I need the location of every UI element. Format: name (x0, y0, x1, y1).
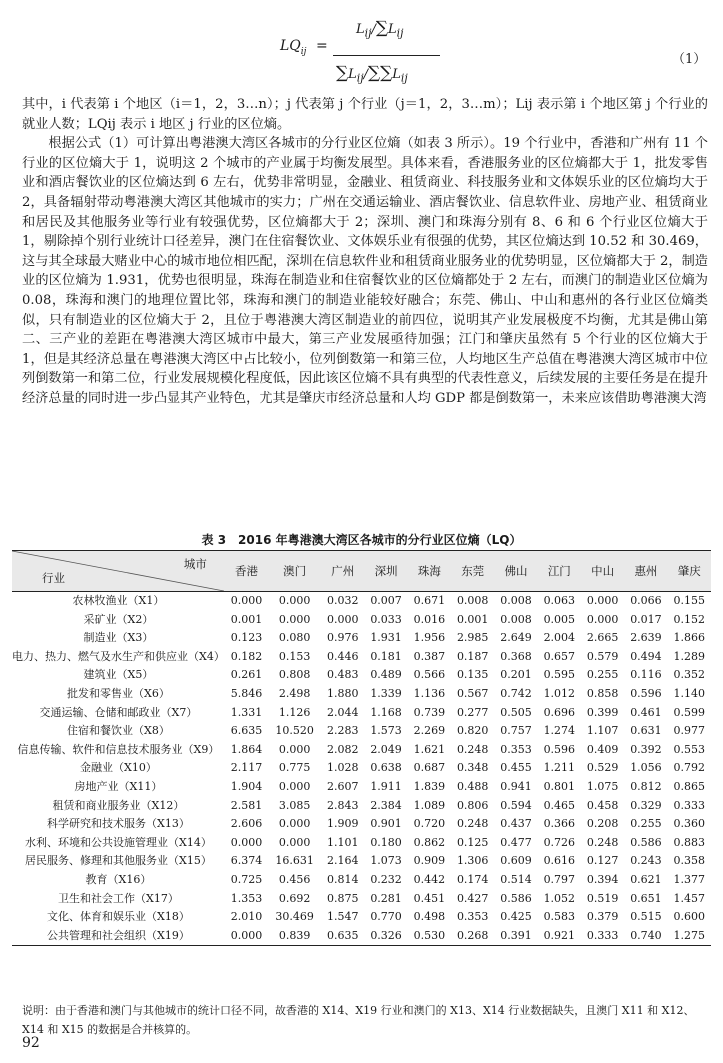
lq-value-cell: 0.000 (278, 779, 311, 793)
lq-value-cell: 1.306 (456, 854, 489, 868)
lq-value-cell: 5.846 (230, 686, 263, 700)
lq-value-cell: 0.739 (413, 705, 446, 719)
lq-value-cell: 1.274 (543, 724, 576, 738)
lq-value-cell: 0.000 (230, 928, 263, 942)
industry-label: 文化、体育和娱乐业（X18） (47, 910, 190, 924)
lq-value-cell: 2.004 (543, 631, 576, 645)
lq-value-cell: 0.123 (230, 631, 263, 645)
lq-value-cell: 0.261 (230, 668, 263, 682)
lq-value-cell: 0.387 (413, 649, 446, 663)
lq-value-cell: 0.456 (278, 872, 311, 886)
lq-value-cell: 0.255 (586, 668, 619, 682)
lq-value-cell: 1.866 (673, 631, 706, 645)
lq-value-cell: 0.181 (370, 649, 402, 663)
table-row (12, 852, 711, 871)
lq-value-cell: 0.498 (413, 910, 446, 924)
lq-value-cell: 0.277 (456, 705, 489, 719)
table-corner-cell (12, 551, 225, 592)
lq-value-cell: 0.465 (543, 798, 576, 812)
lq-value-cell: 0.425 (500, 910, 532, 924)
lq-value-cell: 0.001 (456, 612, 489, 626)
lq-value-cell: 1.126 (278, 705, 311, 719)
lq-value-cell: 0.125 (456, 835, 489, 849)
lq-value-cell: 0.671 (413, 594, 446, 607)
lq-value-cell: 0.379 (586, 910, 619, 924)
lq-value-cell: 0.638 (370, 761, 402, 775)
lq-value-cell: 0.399 (586, 705, 619, 719)
lq-value-cell: 0.909 (413, 854, 446, 868)
lq-value-cell: 0.651 (630, 891, 662, 905)
lq-value-cell: 2.082 (327, 742, 359, 756)
lq-value-cell: 0.635 (327, 928, 359, 942)
industry-label: 电力、热力、燃气及水生产和供应业（X4） (12, 649, 225, 663)
lq-value-cell: 1.140 (673, 686, 706, 700)
lq-value-cell: 0.005 (543, 612, 576, 626)
table-caption: 表 3 2016 年粤港澳大湾区各城市的分行业区位熵（LQ） (201, 533, 522, 547)
lq-value-cell: 0.977 (673, 724, 706, 738)
lq-value-cell: 1.880 (327, 686, 359, 700)
lq-value-cell: 0.000 (230, 594, 263, 607)
lq-value-cell: 0.808 (278, 668, 311, 682)
lq-value-cell: 0.243 (630, 854, 662, 868)
column-header: 香港 (235, 563, 258, 578)
lq-value-cell: 0.865 (673, 779, 706, 793)
lq-value-cell: 0.007 (370, 594, 402, 607)
table-row (12, 778, 711, 797)
lq-value-cell: 0.461 (630, 705, 662, 719)
lq-value-cell: 0.000 (586, 612, 619, 626)
lq-value-cell: 0.368 (500, 649, 532, 663)
lq-value-cell: 3.085 (278, 798, 311, 812)
fraction-bar (333, 55, 440, 56)
lq-value-cell: 0.579 (586, 649, 619, 663)
lq-value-cell: 0.187 (456, 649, 489, 663)
lq-value-cell: 0.437 (500, 817, 532, 831)
lq-value-cell: 0.858 (586, 686, 619, 700)
table-row (12, 685, 711, 704)
lq-value-cell: 0.155 (673, 594, 706, 607)
lq-value-cell: 0.000 (278, 742, 311, 756)
lq-value-cell: 1.331 (230, 705, 263, 719)
lq-value-cell: 0.494 (630, 649, 662, 663)
lq-value-cell: 0.000 (278, 817, 311, 831)
lq-value-cell: 0.333 (673, 798, 706, 812)
lq-value-cell: 0.621 (630, 872, 662, 886)
table-row (12, 722, 711, 741)
lq-value-cell: 2.985 (456, 631, 489, 645)
lq-value-cell: 0.348 (456, 761, 489, 775)
column-header: 深圳 (374, 563, 398, 578)
lq-value-cell: 0.394 (586, 872, 619, 886)
lq-value-cell: 0.519 (586, 891, 619, 905)
lq-value-cell: 0.941 (500, 779, 532, 793)
lq-value-cell: 0.000 (327, 612, 359, 626)
lq-value-cell: 0.000 (278, 594, 311, 607)
lq-value-cell: 0.883 (673, 835, 706, 849)
table-header-row (12, 551, 711, 592)
formula-equals: = (316, 38, 328, 54)
lq-value-cell: 0.583 (543, 910, 576, 924)
lq-value-cell: 2.607 (327, 779, 359, 793)
lq-value-cell: 1.931 (370, 631, 402, 645)
table-row (12, 759, 711, 778)
lq-value-cell: 0.596 (543, 742, 576, 756)
lq-value-cell: 0.001 (230, 612, 263, 626)
table-row (12, 834, 711, 853)
lq-value-cell: 0.008 (456, 594, 489, 607)
column-header: 澳门 (283, 563, 307, 578)
lq-value-cell: 0.000 (230, 835, 263, 849)
column-header: 佛山 (504, 563, 528, 578)
lq-value-cell: 1.864 (230, 742, 263, 756)
lq-table (12, 550, 711, 946)
lq-value-cell: 0.725 (230, 872, 263, 886)
corner-label-city: 城市 (183, 557, 207, 571)
table-row (12, 815, 711, 834)
lq-value-cell: 0.066 (630, 594, 662, 607)
paragraph-definitions: 其中，i 代表第 i 个地区（i＝1，2，3…n）；j 代表第 j 个行业（j＝1，2，3…m）；Lij 表示第 i 个地区第 j 个行业的就业人数；LQij 表示 i 地区 j 行业的区位熵。 (22, 97, 708, 132)
lq-value-cell: 1.457 (673, 891, 706, 905)
lq-value-cell: 1.911 (370, 779, 402, 793)
lq-value-cell: 2.164 (327, 854, 359, 868)
industry-label: 租赁和商业服务业（X12） (52, 798, 185, 812)
lq-value-cell: 0.599 (673, 705, 706, 719)
table-row (12, 666, 711, 685)
lq-value-cell: 2.269 (413, 724, 446, 738)
industry-label: 公共管理和社会组织（X19） (47, 928, 190, 942)
lq-value-cell: 1.547 (327, 910, 359, 924)
lq-value-cell: 0.586 (630, 835, 662, 849)
lq-value-cell: 1.377 (673, 872, 706, 886)
lq-value-cell: 2.044 (327, 705, 359, 719)
column-header: 东莞 (461, 563, 485, 578)
industry-label: 房地产业（X11） (74, 779, 163, 793)
industry-label: 水利、环境和公共设施管理业（X14） (25, 835, 212, 849)
lq-value-cell: 2.649 (500, 631, 532, 645)
lq-value-cell: 0.232 (370, 872, 402, 886)
lq-value-cell: 0.797 (543, 872, 576, 886)
lq-value-cell: 1.107 (586, 724, 619, 738)
formula-lhs: $LQ_{ij}$ (280, 38, 307, 57)
lq-value-cell: 10.520 (275, 724, 314, 738)
lq-value-cell: 2.384 (370, 798, 402, 812)
lq-value-cell: 0.921 (543, 928, 576, 942)
lq-value-cell: 0.201 (500, 668, 532, 682)
lq-value-cell: 16.631 (275, 854, 314, 868)
lq-value-cell: 0.596 (630, 686, 662, 700)
lq-value-cell: 0.281 (370, 891, 402, 905)
lq-value-cell: 1.056 (630, 761, 662, 775)
lq-value-cell: 0.489 (370, 668, 402, 682)
lq-value-cell: 0.814 (327, 872, 359, 886)
lq-value-cell: 0.409 (586, 742, 619, 756)
table-row (12, 741, 711, 760)
lq-value-cell: 2.498 (278, 686, 311, 700)
lq-value-cell: 1.168 (370, 705, 402, 719)
lq-value-cell: 0.360 (673, 817, 706, 831)
lq-value-cell: 1.012 (543, 686, 576, 700)
lq-value-cell: 0.182 (230, 649, 263, 663)
industry-label: 居民服务、修理和其他服务业（X15） (25, 854, 212, 868)
industry-label: 住宿和餐饮业（X8） (67, 724, 170, 738)
table-row (12, 927, 711, 946)
column-header: 江门 (547, 563, 571, 578)
lq-value-cell: 2.606 (230, 817, 263, 831)
lq-value-cell: 1.028 (327, 761, 359, 775)
lq-value-cell: 0.248 (456, 817, 489, 831)
lq-value-cell: 0.483 (327, 668, 359, 682)
lq-value-cell: 0.820 (456, 724, 489, 738)
lq-value-cell: 0.530 (413, 928, 446, 942)
column-header: 广州 (331, 563, 355, 578)
lq-value-cell: 0.017 (630, 612, 662, 626)
lq-value-cell: 0.696 (543, 705, 576, 719)
lq-value-cell: 0.515 (630, 910, 662, 924)
table-note: 说明：由于香港和澳门与其他城市的统计口径不同，故香港的 X14、X19 行业和澳门的 X13、X14 行业数据缺失，且澳门 X11 和 X12、X14 和 X15 的数据是合并核算的。 (22, 1004, 695, 1036)
lq-value-cell: 1.909 (327, 817, 359, 831)
lq-value-cell: 0.875 (327, 891, 359, 905)
lq-value-cell: 0.616 (543, 854, 576, 868)
lq-value-cell: 2.843 (327, 798, 359, 812)
lq-value-cell: 0.801 (543, 779, 576, 793)
lq-value-cell: 0.455 (500, 761, 532, 775)
lq-value-cell: 6.374 (230, 854, 263, 868)
industry-label: 信息传输、软件和信息技术服务业（X9） (17, 742, 220, 756)
lq-value-cell: 0.358 (673, 854, 706, 868)
lq-value-cell: 1.956 (413, 631, 446, 645)
lq-value-cell: 0.600 (673, 910, 706, 924)
lq-value-cell: 0.477 (500, 835, 532, 849)
industry-label: 交通运输、仓储和邮政业（X7） (39, 705, 198, 719)
lq-value-cell: 0.152 (673, 612, 706, 626)
lq-formula (0, 6, 723, 94)
industry-label: 卫生和社会工作（X17） (58, 891, 179, 905)
formula-numerator: $L_{ij}/\sum L_{ij}$ (356, 18, 404, 40)
lq-value-cell: 1.339 (370, 686, 402, 700)
lq-value-cell: 0.135 (456, 668, 489, 682)
lq-value-cell: 0.353 (500, 742, 532, 756)
lq-value-cell: 0.757 (500, 724, 532, 738)
equation-number: （1） (672, 52, 707, 67)
lq-value-cell: 2.049 (370, 742, 402, 756)
lq-value-cell: 0.000 (278, 835, 311, 849)
lq-value-cell: 0.726 (543, 835, 576, 849)
industry-label: 科学研究和技术服务（X13） (47, 817, 190, 831)
lq-value-cell: 0.594 (500, 798, 532, 812)
lq-value-cell: 1.075 (586, 779, 619, 793)
lq-value-cell: 0.742 (500, 686, 532, 700)
lq-value-cell: 30.469 (275, 910, 314, 924)
lq-value-cell: 0.862 (413, 835, 446, 849)
lq-value-cell: 0.687 (413, 761, 446, 775)
column-header: 惠州 (634, 563, 658, 578)
column-header: 中山 (591, 563, 615, 578)
lq-value-cell: 0.268 (456, 928, 489, 942)
lq-value-cell: 2.581 (230, 798, 263, 812)
lq-value-cell: 1.839 (413, 779, 446, 793)
lq-value-cell: 1.101 (327, 835, 359, 849)
lq-value-cell: 0.392 (630, 742, 662, 756)
lq-value-cell: 0.248 (456, 742, 489, 756)
lq-value-cell: 0.775 (278, 761, 311, 775)
formula-denominator: $\sum L_{ij}/\sum\sum L_{ij}$ (336, 63, 408, 85)
lq-value-cell: 0.153 (278, 649, 311, 663)
lq-value-cell: 0.806 (456, 798, 489, 812)
lq-value-cell: 0.529 (586, 761, 619, 775)
lq-value-cell: 1.904 (230, 779, 263, 793)
lq-value-cell: 0.248 (586, 835, 619, 849)
lq-value-cell: 0.839 (278, 928, 311, 942)
industry-label: 农林牧渔业（X1） (72, 594, 165, 607)
lq-value-cell: 0.792 (673, 761, 706, 775)
lq-value-cell: 0.451 (413, 891, 446, 905)
lq-value-cell: 0.063 (543, 594, 576, 607)
lq-value-cell: 0.567 (456, 686, 489, 700)
lq-value-cell: 2.283 (327, 724, 359, 738)
lq-value-cell: 0.631 (630, 724, 662, 738)
lq-value-cell: 1.289 (673, 649, 706, 663)
lq-value-cell: 0.609 (500, 854, 532, 868)
lq-value-cell: 2.639 (630, 631, 662, 645)
paragraph-analysis: 根据公式（1）可计算出粤港澳大湾区各城市的分行业区位熵（如表 3 所示）。19 个行业中，香港和广州有 11 个行业的区位熵大于 1，说明这 2 个城市的产业属于均衡发展型。具体来看，香港服务业的区位熵都大于 1，批发零售业和酒店餐饮业的区位熵达到 6 左右，优势非常明显，金融业、租赁商业、科技服务业和文体娱乐业的区位熵均大于 2，具备辐射带动粤港澳大湾区其他城市的实力；广州在交通运输业、酒店餐饮业、信息软件业、房地产业、租赁商业和居民及其他服务业等行业有较强优势，区位熵都大于 2；深圳、澳门和珠海分别有 8、6 和 6 个行业区位熵大于 1，剔除掉个别行业统计口径差异，澳门在住宿餐饮业、文体娱乐业有很强的优势，其区位熵达到 10.52 和 30.469，这与其全球最大赌业中心的城市地位相匹配，深圳在信息软件业和租赁商业服务业的优势明显，区位熵都大于 2，制造业的区位熵为 1.931，优势也很明显，珠海在制造业和住宿餐饮业的区位熵都处于 2 左右，而澳门的制造业区位熵为 0.08，珠海和澳门的地理位置比邻，珠海和澳门的制造业能较好融合；东莞、佛山、中山和惠州的各行业区位熵类似，只有制造业的区位熵大于 2，且位于粤港澳大湾区制造业的前四位，说明其产业发展极度不均衡，尤其是佛山第二、三产业的差距在粤港澳大湾区城市中最大，第三产业发展亟待加强；江门和肇庆虽然有 5 个行业的区位熵大于 1，但是其经济总量在粤港澳大湾区中占比较小，位列倒数第一和第三位，人均地区生产总值在粤港澳大湾区城市中位列倒数第一和第二位，行业发展规模化程度低，因此该区位熵不具有典型的代表性意义，后续发展的主要任务是在提升经济总量的同时进一步凸显其产业特色，尤其是肇庆市经济总量和人均 GDP 都是倒数第一，未来应该借助粤港澳大湾 (22, 136, 708, 406)
lq-value-cell: 0.391 (500, 928, 532, 942)
lq-value-cell: 6.635 (230, 724, 263, 738)
lq-value-cell: 0.180 (370, 835, 402, 849)
table-row (12, 908, 711, 927)
lq-value-cell: 0.595 (543, 668, 576, 682)
lq-value-cell: 0.657 (543, 649, 576, 663)
lq-value-cell: 0.514 (500, 872, 532, 886)
industry-label: 制造业（X3） (83, 631, 154, 645)
lq-value-cell: 0.488 (456, 779, 489, 793)
lq-value-cell: 0.174 (456, 872, 489, 886)
lq-value-cell: 0.033 (370, 612, 402, 626)
lq-value-cell: 0.901 (370, 817, 402, 831)
lq-value-cell: 1.353 (230, 891, 263, 905)
table-row (12, 704, 711, 723)
lq-value-cell: 0.000 (278, 612, 311, 626)
lq-value-cell: 0.427 (456, 891, 489, 905)
industry-label: 建筑业（X5） (83, 668, 154, 682)
corner-label-industry: 行业 (42, 571, 65, 586)
industry-label: 采矿业（X2） (83, 612, 154, 626)
table-row (12, 890, 711, 909)
lq-value-cell: 0.326 (370, 928, 402, 942)
lq-value-cell: 0.127 (586, 854, 619, 868)
industry-label: 教育（X16） (85, 872, 152, 886)
lq-value-cell: 0.692 (278, 891, 311, 905)
lq-value-cell: 0.208 (586, 817, 619, 831)
table-row (12, 592, 711, 611)
table-row (12, 629, 711, 648)
table-row (12, 797, 711, 816)
lq-value-cell: 0.566 (413, 668, 446, 682)
industry-label: 金融业（X10） (80, 761, 157, 775)
lq-value-cell: 0.442 (413, 872, 446, 886)
lq-value-cell: 0.016 (413, 612, 446, 626)
table-row (12, 871, 711, 890)
lq-value-cell: 0.720 (413, 817, 446, 831)
page-number: 92 (22, 1035, 40, 1051)
column-header: 珠海 (417, 563, 441, 578)
lq-value-cell: 0.032 (327, 594, 359, 607)
table-row (12, 648, 711, 667)
lq-value-cell: 1.573 (370, 724, 402, 738)
lq-value-cell: 0.353 (456, 910, 489, 924)
lq-value-cell: 0.586 (500, 891, 532, 905)
lq-value-cell: 1.073 (370, 854, 402, 868)
lq-value-cell: 0.553 (673, 742, 706, 756)
lq-value-cell: 0.329 (630, 798, 662, 812)
lq-value-cell: 0.458 (586, 798, 619, 812)
lq-value-cell: 0.333 (586, 928, 619, 942)
lq-value-cell: 2.117 (230, 761, 263, 775)
lq-value-cell: 1.621 (413, 742, 446, 756)
lq-value-cell: 0.366 (543, 817, 576, 831)
lq-value-cell: 2.010 (230, 910, 263, 924)
lq-value-cell: 0.352 (673, 668, 706, 682)
lq-value-cell: 0.446 (327, 649, 359, 663)
lq-value-cell: 1.211 (543, 761, 576, 775)
lq-value-cell: 0.740 (630, 928, 662, 942)
lq-value-cell: 1.275 (673, 928, 706, 942)
lq-value-cell: 1.136 (413, 686, 446, 700)
lq-value-cell: 1.089 (413, 798, 446, 812)
lq-value-cell: 0.976 (327, 631, 359, 645)
lq-value-cell: 0.116 (630, 668, 662, 682)
table-body (12, 592, 711, 946)
lq-value-cell: 0.770 (370, 910, 402, 924)
lq-value-cell: 0.505 (500, 705, 532, 719)
lq-value-cell: 0.000 (586, 594, 619, 607)
lq-value-cell: 1.052 (543, 891, 576, 905)
column-header: 肇庆 (677, 563, 701, 578)
lq-value-cell: 0.255 (630, 817, 662, 831)
lq-value-cell: 2.665 (586, 631, 619, 645)
lq-value-cell: 0.008 (500, 594, 532, 607)
lq-value-cell: 0.080 (278, 631, 311, 645)
table-row (12, 611, 711, 630)
lq-value-cell: 0.812 (630, 779, 662, 793)
body-text (22, 95, 708, 409)
lq-value-cell: 0.008 (500, 612, 532, 626)
industry-label: 批发和零售业（X6） (67, 686, 170, 700)
